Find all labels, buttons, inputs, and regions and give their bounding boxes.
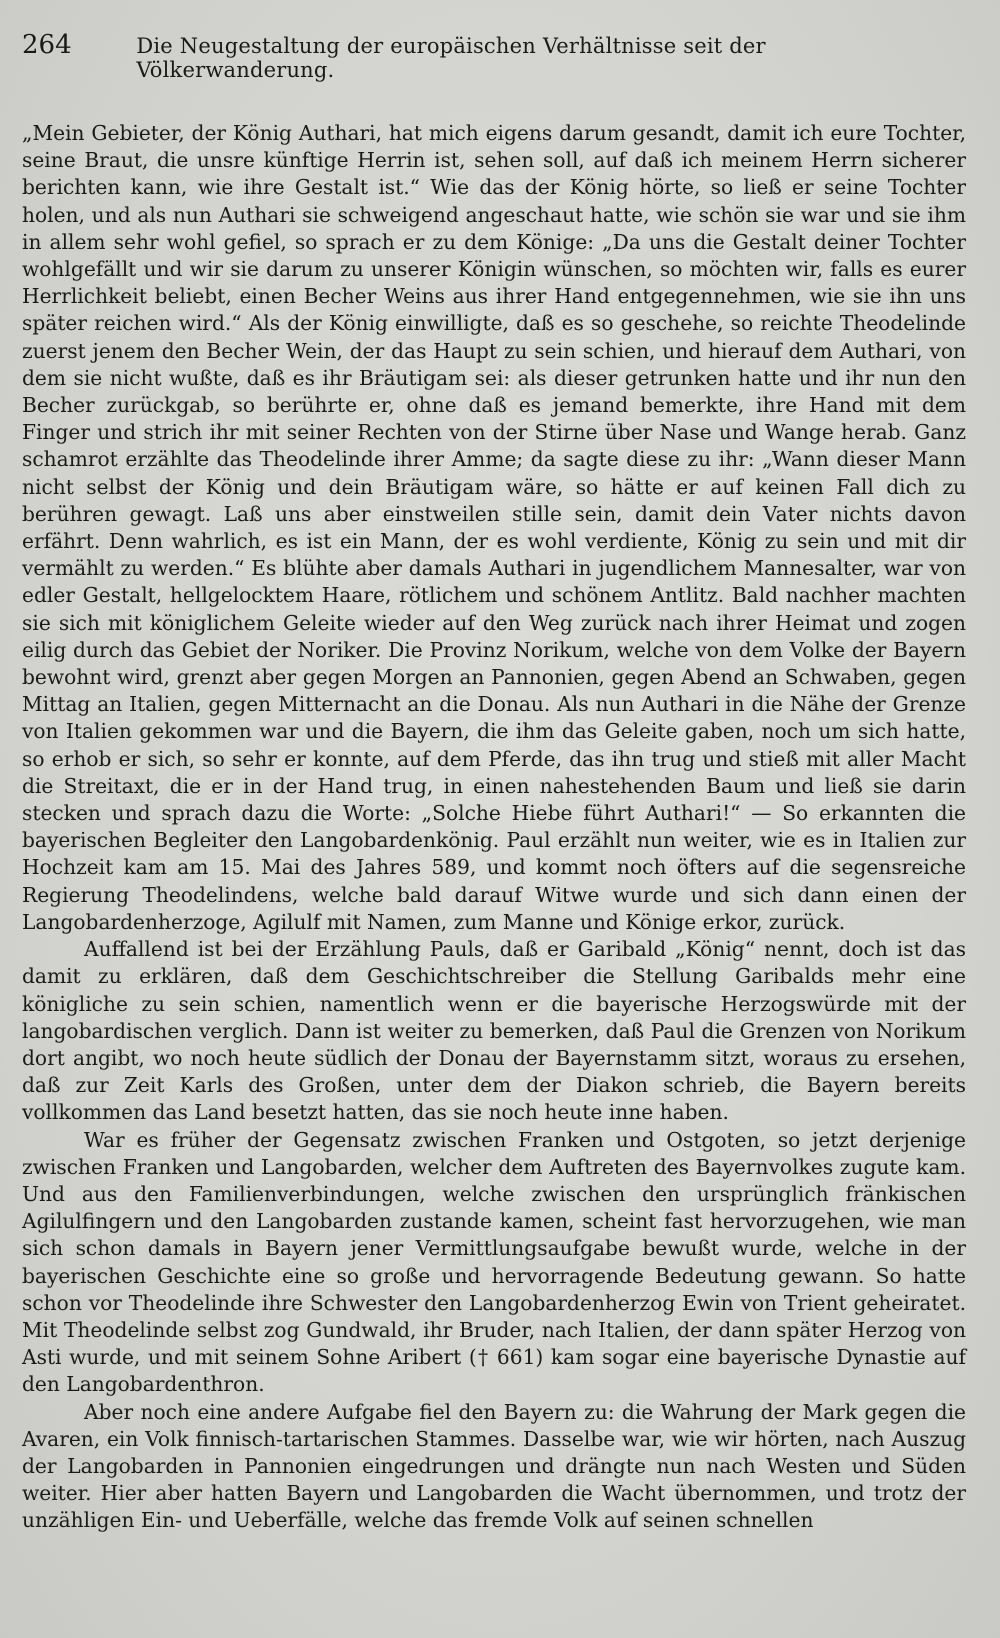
body-text (22, 120, 966, 1535)
paragraph-1: „Mein Gebieter, der König Authari, hat mich eigens darum gesandt, damit ich eure Tochter, seine Braut, die unsre künftige Herrin ist, sehen soll, auf daß ich meinem Herrn sicherer berichten kann, wie ihre Gestalt ist.“ Wie das der König hörte, so ließ er seine Tochter holen, und als nun Authari sie schweigend angeschaut hatte, wie schön sie war und sie ihm in allem sehr wohl gefiel, so sprach er zu dem Könige: „Da uns die Gestalt deiner Tochter wohlgefällt und wir sie darum zu unserer Königin wünschen, so möchten wir, falls es eurer Herrlichkeit beliebt, einen Becher Weins aus ihrer Hand entgegennehmen, wie sie ihn uns später reichen wird.“ Als der König einwilligte, daß es so geschehe, so reichte Theodelinde zuerst jenem den Becher Wein, der das Haupt zu sein schien, und hierauf dem Authari, von dem sie nicht wußte, daß es ihr Bräutigam sei: als dieser getrunken hatte und ihr nun den Becher zurückgab, so berührte er, ohne daß es jemand bemerkte, ihre Hand mit dem Finger und strich ihr mit seiner Rechten von der Stirne über Nase und Wange herab. Ganz schamrot erzählte das Theodelinde ihrer Amme; da sagte diese zu ihr: „Wann dieser Mann nicht selbst der König und dein Bräutigam wäre, so hätte er auf keinen Fall dich zu berühren gewagt. Laß uns aber einstweilen stille sein, damit dein Vater nichts davon erfährt. Denn wahrlich, es ist ein Mann, der es wohl verdiente, König zu sein und mit dir vermählt zu werden.“ Es blühte aber damals Authari in jugendlichem Mannesalter, war von edler Gestalt, hellgelocktem Haare, rötlichem und schönem Antlitz. Bald nachher machten sie sich mit königlichem Geleite wieder auf den Weg zurück nach ihrer Heimat und zogen eilig durch das Gebiet der Noriker. Die Provinz Norikum, welche von dem Volke der Bayern bewohnt wird, grenzt aber gegen Morgen an Pannonien, gegen Abend an Schwaben, gegen Mittag an Italien, gegen Mitternacht an die Donau. Als nun Authari in die Nähe der Grenze von Italien gekommen war und die Bayern, die ihm das Geleite gaben, noch um sich hatte, so erhob er sich, so sehr er konnte, auf dem Pferde, das ihn trug und stieß mit aller Macht die Streitaxt, die er in der Hand trug, in einen nahestehenden Baum und ließ sie darin stecken und sprach dazu die Worte: „Solche Hiebe führt Authari!“ — So erkannten die bayerischen Begleiter den Langobardenkönig. Paul erzählt nun weiter, wie es in Italien zur Hochzeit kam am 15. Mai des Jahres 589, und kommt noch öfters auf die segensreiche Regierung Theodelindens, welche bald darauf Witwe wurde und sich dann einen der Langobardenherzoge, Agilulf mit Namen, zum Manne und Könige erkor, zurück. (22, 121, 966, 934)
running-head (22, 30, 966, 82)
paragraph-4: Aber noch eine andere Aufgabe fiel den Bayern zu: die Wahrung der Mark gegen die Avaren, ein Volk finnisch-tartarischen Stammes. Dasselbe war, wie wir hörten, nach Auszug der Langobarden in Pannonien eingedrungen und drängte nun nach Westen und Süden weiter. Hier aber hatten Bayern und Langobarden die Wacht übernommen, und trotz der unzähligen Ein- und Ueberfälle, welche das fremde Volk auf seinen schnellen (22, 1399, 966, 1533)
paragraph-3: War es früher der Gegensatz zwischen Franken und Ostgoten, so jetzt derjenige zwischen Franken und Langobarden, welcher dem Auftreten des Bayernvolkes zugute kam. Und aus den Familienverbindungen, welche zwischen den ursprünglich fränkischen Agilulfingern und den Langobarden zustande kamen, scheint fast hervorzugehen, wie man sich schon damals in Bayern jener Vermittlungsaufgabe bewußt wurde, welche in der bayerischen Geschichte eine so große und hervorragende Bedeutung gewann. So hatte schon vor Theodelinde ihre Schwester den Langobardenherzog Ewin von Trient geheiratet. Mit Theodelinde selbst zog Gundwald, ihr Bruder, nach Italien, der dann später Herzog von Asti wurde, und mit seinem Sohne Aribert († 661) kam sogar eine bayerische Dynastie auf den Langobardenthron. (22, 1127, 966, 1397)
paragraph-2: Auffallend ist bei der Erzählung Pauls, daß er Garibald „König“ nennt, doch ist das damit zu erklären, daß dem Geschichtschreiber die Stellung Garibalds mehr eine königliche zu sein schien, namentlich wenn er die bayerische Herzogswürde mit der langobardischen verglich. Dann ist weiter zu bemerken, daß Paul die Grenzen von Norikum dort angibt, wo noch heute südlich der Donau der Bayernstamm sitzt, woraus zu ersehen, daß zur Zeit Karls des Großen, unter dem der Diakon schrieb, die Bayern bereits vollkommen das Land besetzt hatten, das sie noch heute inne haben. (22, 937, 966, 1125)
running-title: Die Neugestaltung der europäischen Verhältnisse seit der Völkerwanderung. (136, 34, 766, 82)
page-number: 264 (22, 30, 72, 60)
